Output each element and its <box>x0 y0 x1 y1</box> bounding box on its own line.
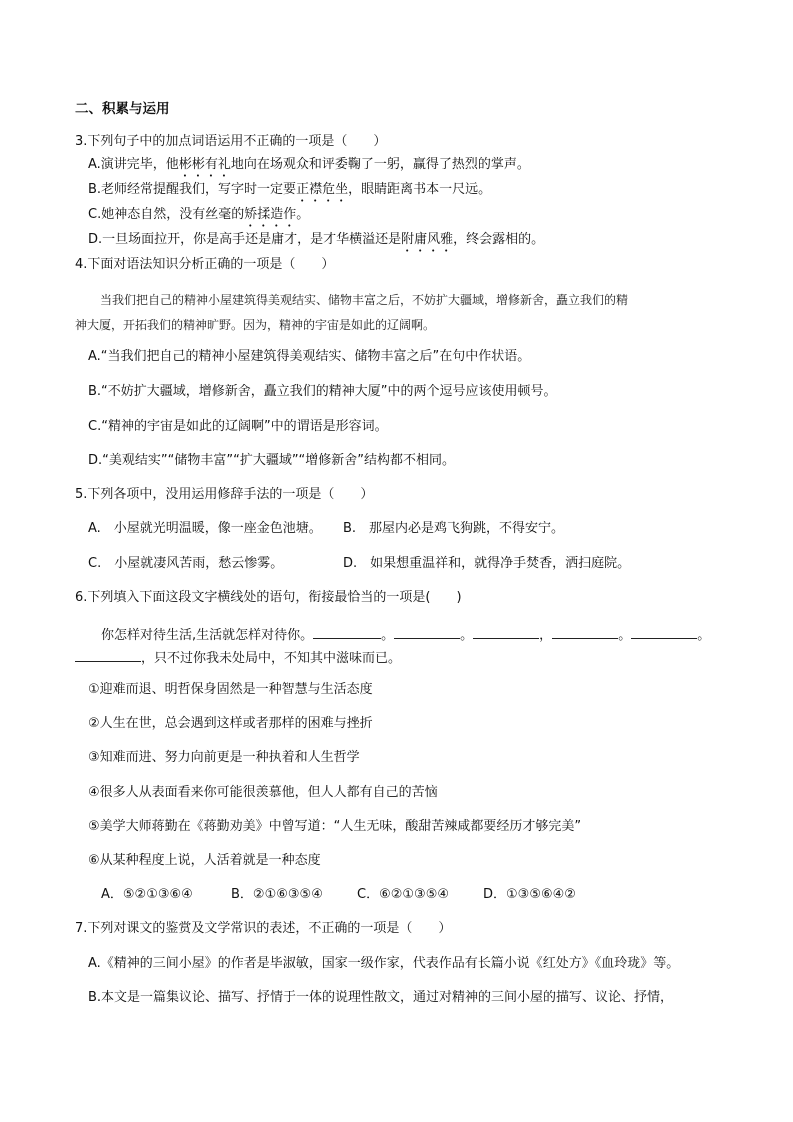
q7-stem: 7.下列对课文的鉴赏及文学常识的表述，不正确的一项是（ ） <box>75 921 452 936</box>
q5-option-a: A. 小屋就光明温暖，像一座金色池塘。 <box>88 521 322 536</box>
q4-option-d: D.“美观结实”“储物丰富”“扩大疆域”“增修新舍”结构都不相同。 <box>88 453 456 468</box>
q7-option-b: B.本文是一篇集议论、描写、抒情于一体的说理性散文，通过对精神的三间小屋的描写、议论、抒情， <box>88 990 674 1005</box>
q6-passage-line-2 <box>75 649 401 667</box>
q3-option-c <box>88 207 309 230</box>
q6-item-4: ④很多人从表面看来你可能很羡慕他，但人人都有自己的苦恼 <box>88 785 438 800</box>
q5-stem: 5.下列各项中，没用运用修辞手法的一项是（ ） <box>75 487 374 502</box>
q4-option-c: C.“精神的宇宙是如此的辽阔啊”中的谓语是形容词。 <box>88 419 388 434</box>
q4-stem: 4.下面对语法知识分析正确的一项是（ ） <box>75 257 335 272</box>
q3-a-dotted-word: 彬彬有礼 <box>178 157 231 172</box>
q4-passage-line-1: 当我们把自己的精神小屋建筑得美观结实、储物丰富之后，不妨扩大疆域，增修新舍，矗立我们的精 <box>100 293 629 307</box>
q6-blank-4 <box>552 626 618 639</box>
q6-passage-line-1 <box>101 626 710 644</box>
q3-c-dotted-word: 矫揉造作 <box>244 207 297 222</box>
q6-item-1: ①迎难而退、明哲保身固然是一种智慧与生活态度 <box>88 682 373 697</box>
q3-c-post: 。 <box>296 207 310 222</box>
q6-punct-1: 。 <box>381 628 395 643</box>
q6-option-c: C．⑥②①③⑤④ <box>357 887 450 902</box>
q3-stem: 3.下列句子中的加点词语运用不正确的一项是（ ） <box>75 134 387 149</box>
q3-d-post: ，终会露相的。 <box>453 232 545 247</box>
q4-passage-line-2: 神大厦，开拓我们的精神旷野。因为，精神的宇宙是如此的辽阔啊。 <box>75 318 436 332</box>
q3-d-dotted-word: 附庸风雅 <box>401 232 454 247</box>
q6-item-3: ③知难而进、努力向前更是一种执着和人生哲学 <box>88 750 360 765</box>
q3-option-b <box>88 182 491 205</box>
q3-b-post: ，眼睛距离书本一尺远。 <box>348 182 492 197</box>
q5-option-d: D. 如果想重温祥和，就得净手焚香，洒扫庭院。 <box>343 556 631 571</box>
q3-d-pre: D.一旦场面拉开，你是高手还是庸才，是才华横溢还是 <box>88 232 402 247</box>
q6-blank-6 <box>75 649 141 662</box>
q6-item-6: ⑥从某种程度上说，人活着就是一种态度 <box>88 853 321 868</box>
q6-punct-2: 。 <box>460 628 474 643</box>
q6-item-2: ②人生在世，总会遇到这样或者那样的困难与挫折 <box>88 716 373 731</box>
q3-b-dotted-word: 正襟危坐 <box>296 182 349 197</box>
q6-blank-2 <box>394 626 460 639</box>
section-title: 二、积累与运用 <box>75 101 170 117</box>
q3-b-pre: B.老师经常提醒我们，写字时一定要 <box>88 182 297 197</box>
q3-a-pre: A.演讲完毕，他 <box>88 157 179 172</box>
q6-blank-1 <box>313 626 381 639</box>
q4-option-a: A.“当我们把自己的精神小屋建筑得美观结实、储物丰富之后”在句中作状语。 <box>88 349 531 364</box>
q7-option-a: A.《精神的三间小屋》的作者是毕淑敏，国家一级作家，代表作品有长篇小说《红处方》《血玲珑》等。 <box>88 956 680 971</box>
q6-stem: 6.下列填入下面这段文字横线处的语句，衔接最恰当的一项是( ) <box>75 590 462 605</box>
q6-item-5: ⑤美学大师蒋勤在《蒋勤劝美》中曾写道：“人生无味，酸甜苦辣咸都要经历才够完美” <box>88 819 582 834</box>
q6-intro: 你怎样对待生活,生活就怎样对待你。 <box>101 628 314 643</box>
q6-punct-5: 。 <box>697 628 711 643</box>
q6-punct-3: ， <box>539 628 553 643</box>
q6-option-a: A．⑤②①③⑥④ <box>101 887 193 902</box>
q5-option-c: C. 小屋就凄风苦雨，愁云惨雾。 <box>88 556 284 571</box>
q6-blank-3 <box>473 626 539 639</box>
q6-tail: ，只不过你我未处局中，不知其中滋味而已。 <box>141 651 402 666</box>
q6-blank-5 <box>631 626 697 639</box>
q6-option-b: B．②①⑥③⑤④ <box>231 887 323 902</box>
q5-option-b: B. 那屋内必是鸡飞狗跳，不得安宁。 <box>343 521 565 536</box>
q3-a-post: 地向在场观众和评委鞠了一躬，赢得了热烈的掌声。 <box>230 157 530 172</box>
q4-option-b: B.“不妨扩大疆域，增修新舍，矗立我们的精神大厦”中的两个逗号应该使用顿号。 <box>88 384 557 399</box>
q6-option-d: D．①③⑤⑥④② <box>483 887 576 902</box>
q3-c-pre: C.她神态自然，没有丝毫的 <box>88 207 245 222</box>
q6-punct-4: 。 <box>618 628 632 643</box>
q3-option-a <box>88 157 530 180</box>
q3-option-d <box>88 232 544 255</box>
